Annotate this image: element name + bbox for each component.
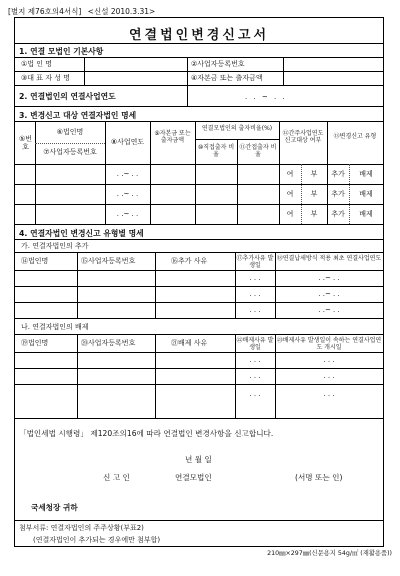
s4a-row-year: . .~ . . (318, 290, 340, 298)
s4a-row-year: . .~ . . (318, 274, 340, 282)
s4a-reason-header: ⑯추가 사유 (171, 257, 208, 265)
form-header (8, 6, 155, 17)
s4b-row-year: . . . (323, 390, 335, 398)
s4b-row-date: . . . (249, 390, 261, 398)
s4a-date-header: ⑰추가사유 발생일 (236, 255, 274, 269)
s4b-row-year: . . . (323, 372, 335, 380)
biz-no-label: ②사업자등록번호 (191, 60, 245, 68)
s4b-corp-name-header: ⑲법인명 (21, 339, 49, 347)
s3-type-header: ⑬변경신고 유형 (333, 133, 377, 140)
capital-label: ④자본금 또는 출자금액 (191, 74, 263, 82)
reporter-label: 신 고 인 (103, 473, 130, 482)
s4a-row-date: . . . (249, 290, 261, 298)
date-line: 년 월 일 (185, 455, 212, 464)
s3-row-yes[interactable]: 여 (286, 210, 294, 218)
s4b-date-header: ㉒배제사유 발생일 (236, 337, 274, 351)
s4b-row-date: . . . (249, 372, 261, 380)
s4a-row-date: . . . (249, 274, 261, 282)
section-4b-title: 나. 연결자법인의 배제 (21, 323, 89, 331)
s3-no-header: ⑤번호 (18, 135, 33, 151)
s4b-biz-no-header: ⑳사업자등록번호 (81, 339, 136, 347)
page-title: 연결법인변경신고서 (128, 28, 270, 43)
s4a-row-date: . . . (249, 306, 261, 314)
s3-row-no[interactable]: 부 (310, 190, 318, 198)
s3-row-add[interactable]: 추가 (331, 210, 345, 218)
section-4-title: 4. 연결자법인 변경신고 유형별 명세 (19, 229, 144, 238)
s3-row-yes[interactable]: 여 (286, 170, 294, 178)
s3-row-yes[interactable]: 여 (286, 190, 294, 198)
attachment-line-2: (연결자법인이 추가되는 경우에만 첨부합) (33, 536, 161, 544)
s3-target-header: ⑫간주사업연도 신고대상 여부 (282, 130, 324, 144)
s3-row-add[interactable]: 추가 (331, 190, 345, 198)
s3-row-fiscal: . .~ . . (116, 190, 139, 198)
section-2-title: 2. 연결법인의 연결사업연도 (19, 92, 116, 101)
s3-row-exclude[interactable]: 배제 (359, 210, 373, 218)
form-number: [별지 제76호의4서식] (8, 7, 82, 16)
parent-corp-label: 연결모법인 (175, 473, 212, 482)
s4a-corp-name-header: ⑭법인명 (21, 257, 49, 265)
s3-row-fiscal: . .~ . . (116, 170, 139, 178)
s3-row-exclude[interactable]: 배제 (359, 170, 373, 178)
s4a-row-year: . .~ . . (318, 306, 340, 314)
s4b-reason-header: ㉑배제 사유 (171, 339, 208, 347)
s4b-row-year: . . . (323, 356, 335, 364)
corp-name-label: ①법 인 명 (21, 60, 53, 68)
s4b-year-header: ㉓배제사유 발생일이 속하는 연결사업연도 개시일 (276, 337, 382, 351)
s3-fiscal-header: ⑧사업연도 (110, 138, 145, 146)
attachment-line-1: 첨부서류: 연결자법인의 주주상황(부표2) (19, 524, 144, 532)
rep-name-label: ③대 표 자 성 명 (21, 74, 70, 82)
declaration-text: 「법인세법 시행령」 제120조의16에 따라 연결법인 변경사항을 신고합니다. (19, 429, 274, 438)
paper-spec: 210㎜×297㎜(신문용지 54g/㎡ (재활용품)) (267, 550, 392, 557)
section-1-title: 1. 연결 모법인 기본사항 (19, 47, 104, 56)
s4a-biz-no-header: ⑮사업자등록번호 (81, 257, 136, 265)
form-frame (14, 17, 384, 547)
fiscal-year-range: . . ~ . . (245, 93, 287, 101)
s3-capital-header: ⑨자본금 또는 출자금액 (154, 130, 191, 144)
section-4a-title: 가. 연결자법인의 추가 (21, 242, 89, 250)
s3-biz-no-header: ⑦사업자등록번호 (43, 148, 97, 156)
s4b-row-date: . . . (249, 356, 261, 364)
signature-label: (서명 또는 인) (295, 473, 343, 482)
new-date: <신설 2010.3.31> (87, 7, 156, 16)
s4a-first-year-header: ⑱연결납세방식 적용 최초 연결사업연도 (276, 255, 382, 262)
section-3-title: 3. 변경신고 대상 연결자법인 명세 (19, 111, 137, 120)
s3-row-exclude[interactable]: 배제 (359, 190, 373, 198)
recipient-label: 국세청장 귀하 (31, 503, 78, 512)
s3-row-no[interactable]: 부 (310, 170, 318, 178)
s3-row-fiscal: . .~ . . (116, 210, 139, 218)
s3-direct-header: ⑩직접출자 비율 (197, 144, 235, 158)
s3-row-add[interactable]: 추가 (331, 170, 345, 178)
s3-indirect-header: ⑪간접출자 비율 (239, 144, 277, 158)
s3-row-no[interactable]: 부 (310, 210, 318, 218)
s3-corp-name-header: ⑥법인명 (56, 128, 84, 136)
s3-ratio-header: 연결모법인의 출자비율(%) (201, 125, 273, 132)
